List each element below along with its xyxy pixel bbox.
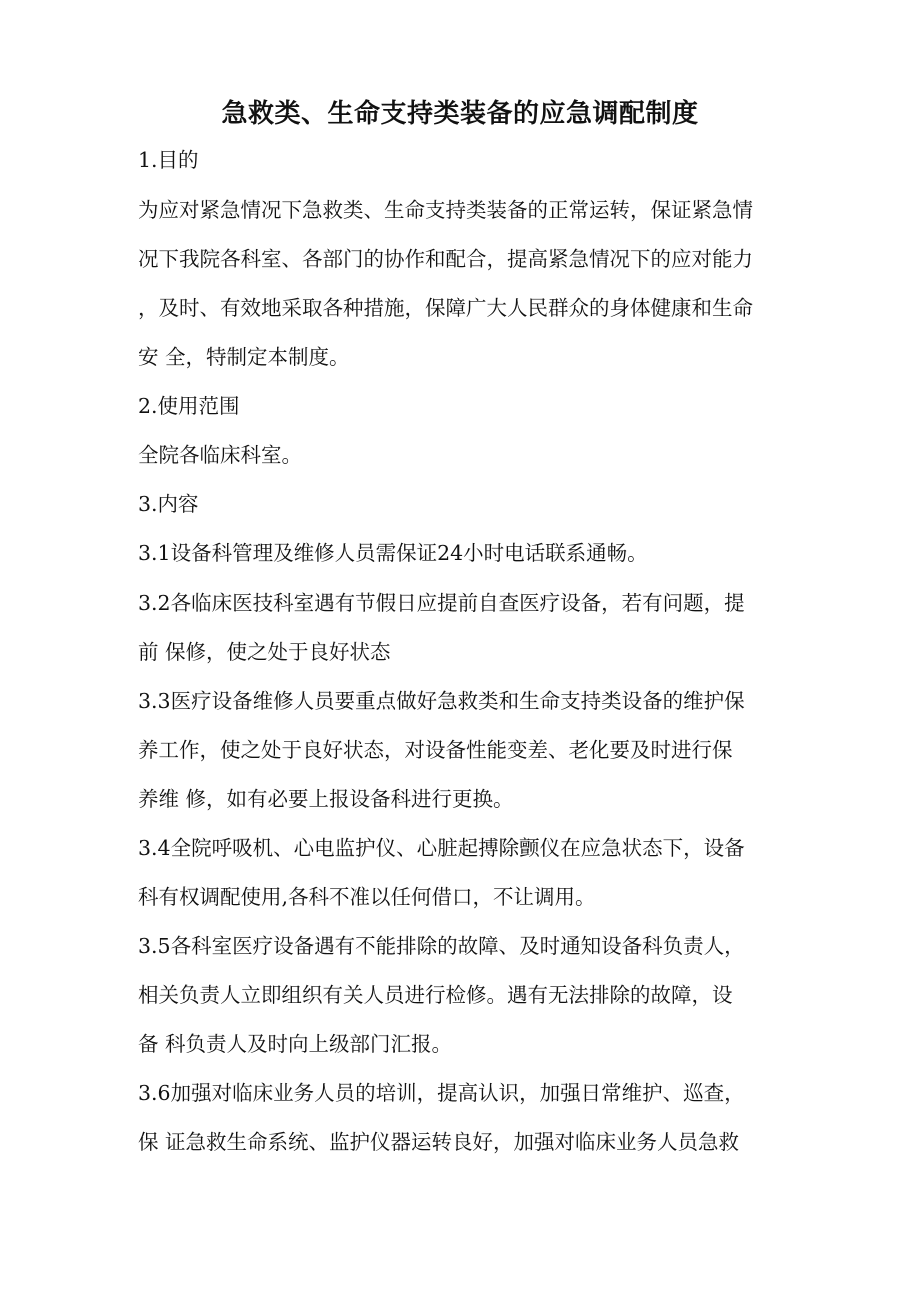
clause-line: 相关负责人立即组织有关人员进行检修。遇有无法排除的故障，设 bbox=[138, 983, 733, 1007]
heading-scope: 2.使用范围 bbox=[138, 394, 240, 418]
paragraph-line: 为应对紧急情况下急救类、生命支持类装备的正常运转，保证紧急情 bbox=[138, 198, 753, 222]
clause-line: 养维 修，如有必要上报设备科进行更换。 bbox=[138, 787, 514, 811]
heading-content: 3.内容 bbox=[138, 492, 199, 516]
clause-line: 前 保修，使之处于良好状态 bbox=[138, 640, 391, 664]
clause-line: 3.6加强对临床业务人员的培训，提高认识，加强日常维护、巡查， bbox=[138, 1081, 745, 1105]
paragraph-line: ，及时、有效地采取各种措施，保障广大人民群众的身体健康和生命 bbox=[138, 296, 753, 320]
clause-line: 3.4全院呼吸机、心电监护仪、心脏起搏除颤仪在应急状态下，设备 bbox=[138, 836, 745, 860]
clause-line: 备 科负责人及时向上级部门汇报。 bbox=[138, 1032, 453, 1056]
clause-line: 3.2各临床医技科室遇有节假日应提前自查医疗设备，若有问题，提 bbox=[138, 591, 745, 615]
heading-purpose: 1.目的 bbox=[138, 148, 199, 172]
clause-line: 科有权调配使用,各科不准以任何借口，不让调用。 bbox=[138, 885, 596, 909]
paragraph-line: 全院各临床科室。 bbox=[138, 443, 302, 467]
clause-line: 养工作，使之处于良好状态，对设备性能变差、老化要及时进行保 bbox=[138, 738, 733, 762]
clause-line: 3.1设备科管理及维修人员需保证24小时电话联系通畅。 bbox=[138, 541, 648, 565]
paragraph-line: 况下我院各科室、各部门的协作和配合，提高紧急情况下的应对能力 bbox=[138, 247, 753, 271]
paragraph-line: 安 全，特制定本制度。 bbox=[138, 345, 350, 369]
document-title: 急救类、生命支持类装备的应急调配制度 bbox=[221, 99, 699, 129]
clause-line: 3.5各科室医疗设备遇有不能排除的故障、及时通知设备科负责人， bbox=[138, 934, 745, 958]
clause-line: 保 证急救生命系统、监护仪器运转良好，加强对临床业务人员急救 bbox=[138, 1130, 740, 1154]
clause-line: 3.3医疗设备维修人员要重点做好急救类和生命支持类设备的维护保 bbox=[138, 689, 745, 713]
